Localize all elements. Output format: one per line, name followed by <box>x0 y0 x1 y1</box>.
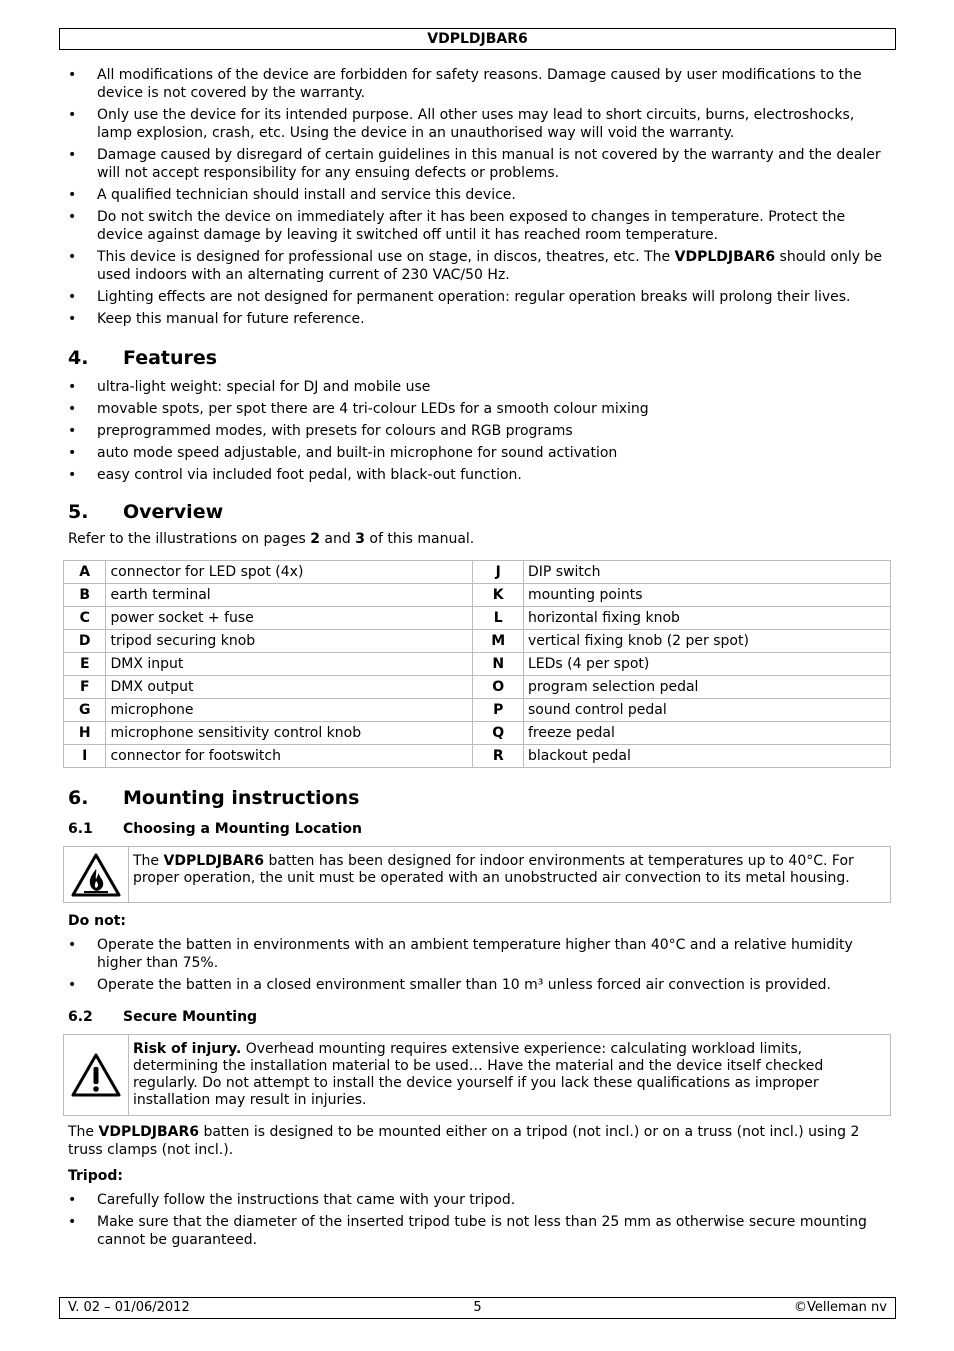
text: of this manual. <box>364 531 475 547</box>
list-item: • Keep this manual for future reference. <box>68 310 890 328</box>
table-row <box>64 676 891 699</box>
list-item: • movable spots, per spot there are 4 tri-colour LEDs for a smooth colour mixing <box>68 400 890 418</box>
table-key: A <box>64 561 106 584</box>
footer-page-number: 5 <box>473 1300 482 1315</box>
list-item: • ultra-light weight: special for DJ and mobile use <box>68 378 890 396</box>
fire-warning-box <box>63 846 891 903</box>
table-row <box>64 630 891 653</box>
table-row <box>64 653 891 676</box>
list-item: • Carefully follow the instructions that came with your tripod. <box>68 1191 890 1209</box>
table-value: freeze pedal <box>523 722 890 745</box>
section-title: Overview <box>123 501 224 523</box>
do-not-label: Do not: <box>68 913 126 929</box>
safety-list <box>68 66 890 328</box>
table-key: N <box>473 653 524 676</box>
page-footer <box>59 1297 896 1319</box>
product-code: VDPLDJBAR6 <box>163 853 264 869</box>
table-value: vertical fixing knob (2 per spot) <box>523 630 890 653</box>
text: This device is designed for professional use on stage, in discos, theatres, etc. The <box>97 249 675 265</box>
list-item: • Do not switch the device on immediately after it has been exposed to changes in temperature. Protect the device against damage by leaving it switched off until it has reached room temperature. <box>68 208 890 244</box>
do-not-list <box>68 936 890 994</box>
list-item <box>68 248 890 284</box>
list-item: • Operate the batten in a closed environment smaller than 10 m³ unless forced air convection is provided. <box>68 976 890 994</box>
mounting-paragraph <box>68 1123 890 1159</box>
section-number: 6. <box>68 787 89 809</box>
table-row <box>64 607 891 630</box>
page-header <box>59 28 896 50</box>
table-value: connector for LED spot (4x) <box>106 561 473 584</box>
text: The <box>133 853 164 869</box>
product-code: VDPLDJBAR6 <box>674 249 776 265</box>
table-value: DIP switch <box>523 561 890 584</box>
table-key: R <box>473 745 524 768</box>
table-value: mounting points <box>523 584 890 607</box>
overview-table <box>63 560 891 768</box>
page-ref: 2 <box>310 531 320 547</box>
table-row <box>64 699 891 722</box>
warning-text <box>129 847 890 902</box>
exclamation-warning-icon <box>64 1035 129 1115</box>
flammable-warning-icon <box>64 847 129 902</box>
text: batten is designed to be mounted either on a tripod (not incl.) or on a truss (not incl.) using 2 truss clamps (not incl.). <box>68 1124 860 1158</box>
product-code: VDPLDJBAR6 <box>98 1124 199 1140</box>
section-heading-overview <box>68 500 890 524</box>
text: The <box>68 1124 99 1140</box>
table-key: G <box>64 699 106 722</box>
table-key: F <box>64 676 106 699</box>
list-item: • Make sure that the diameter of the inserted tripod tube is not less than 25 mm as otherwise secure mounting cannot be guaranteed. <box>68 1213 890 1249</box>
section-number: 4. <box>68 347 89 369</box>
table-row <box>64 722 891 745</box>
table-value: blackout pedal <box>523 745 890 768</box>
table-value: microphone sensitivity control knob <box>106 722 473 745</box>
table-value: DMX output <box>106 676 473 699</box>
section-number: 5. <box>68 501 89 523</box>
list-item: • Operate the batten in environments with an ambient temperature higher than 40°C and a relative humidity higher than 75%. <box>68 936 890 972</box>
section-heading-features <box>68 346 890 370</box>
page-content <box>68 66 890 1253</box>
table-key: K <box>473 584 524 607</box>
table-value: DMX input <box>106 653 473 676</box>
tripod-list <box>68 1191 890 1249</box>
table-key: L <box>473 607 524 630</box>
subsection-title: Secure Mounting <box>123 1009 258 1025</box>
table-key: J <box>473 561 524 584</box>
tripod-label: Tripod: <box>68 1168 123 1184</box>
list-item: • easy control via included foot pedal, with black-out function. <box>68 466 890 484</box>
warning-lead: Risk of injury. <box>133 1041 242 1057</box>
list-item: • Lighting effects are not designed for permanent operation: regular operation breaks will prolong their lives. <box>68 288 890 306</box>
table-key: C <box>64 607 106 630</box>
section-heading-mounting <box>68 786 890 810</box>
table-key: H <box>64 722 106 745</box>
section-title: Mounting instructions <box>123 787 360 809</box>
table-value: tripod securing knob <box>106 630 473 653</box>
list-item: • A qualified technician should install and service this device. <box>68 186 890 204</box>
table-row <box>64 561 891 584</box>
subsection-heading-location <box>68 820 890 838</box>
list-item: • Damage caused by disregard of certain guidelines in this manual is not covered by the warranty and the dealer will not accept responsibility for any ensuing defects or problems. <box>68 146 890 182</box>
overview-intro <box>68 530 890 548</box>
table-row <box>64 584 891 607</box>
table-key: M <box>473 630 524 653</box>
header-title: VDPLDJBAR6 <box>427 31 528 47</box>
table-key: D <box>64 630 106 653</box>
text: and <box>319 531 356 547</box>
table-row <box>64 745 891 768</box>
table-key: I <box>64 745 106 768</box>
table-value: program selection pedal <box>523 676 890 699</box>
subsection-number: 6.2 <box>68 1009 93 1025</box>
table-value: power socket + fuse <box>106 607 473 630</box>
table-value: connector for footswitch <box>106 745 473 768</box>
footer-copyright: ©Velleman nv <box>793 1300 887 1315</box>
table-value: earth terminal <box>106 584 473 607</box>
features-list <box>68 378 890 484</box>
subsection-number: 6.1 <box>68 821 93 837</box>
page-ref: 3 <box>355 531 365 547</box>
table-key: B <box>64 584 106 607</box>
list-item: • All modifications of the device are forbidden for safety reasons. Damage caused by user modifications to the device is not covered by the warranty. <box>68 66 890 102</box>
list-item: • auto mode speed adjustable, and built-in microphone for sound activation <box>68 444 890 462</box>
injury-warning-box <box>63 1034 891 1116</box>
table-value: horizontal fixing knob <box>523 607 890 630</box>
table-key: Q <box>473 722 524 745</box>
subsection-title: Choosing a Mounting Location <box>123 821 362 837</box>
table-key: P <box>473 699 524 722</box>
footer-version: V. 02 – 01/06/2012 <box>68 1300 190 1315</box>
list-item: • Only use the device for its intended purpose. All other uses may lead to short circuits, burns, electroshocks, lamp explosion, crash, etc. Using the device in an unauthorised way will void the warranty. <box>68 106 890 142</box>
list-item: • preprogrammed modes, with presets for colours and RGB programs <box>68 422 890 440</box>
section-title: Features <box>123 347 218 369</box>
table-value: microphone <box>106 699 473 722</box>
text: batten has been designed for indoor environments at temperatures up to 40°C. For proper operation, the unit must be operated with an unobstructed air convection to its metal housing. <box>133 853 854 886</box>
table-key: E <box>64 653 106 676</box>
warning-text <box>129 1035 890 1115</box>
text: should only be used indoors with an alternating current of 230 VAC/50 Hz. <box>97 249 882 283</box>
text: Refer to the illustrations on pages <box>68 531 311 547</box>
table-value: sound control pedal <box>523 699 890 722</box>
table-value: LEDs (4 per spot) <box>523 653 890 676</box>
subsection-heading-secure <box>68 1008 890 1026</box>
text: Overhead mounting requires extensive experience: calculating workload limits, determining the installation material to be used… Have the material and the device itself checked regularly. Do not attempt to install the device yourself if you lack these qualifications as improper installation may result in injuries. <box>133 1041 824 1108</box>
table-key: O <box>473 676 524 699</box>
